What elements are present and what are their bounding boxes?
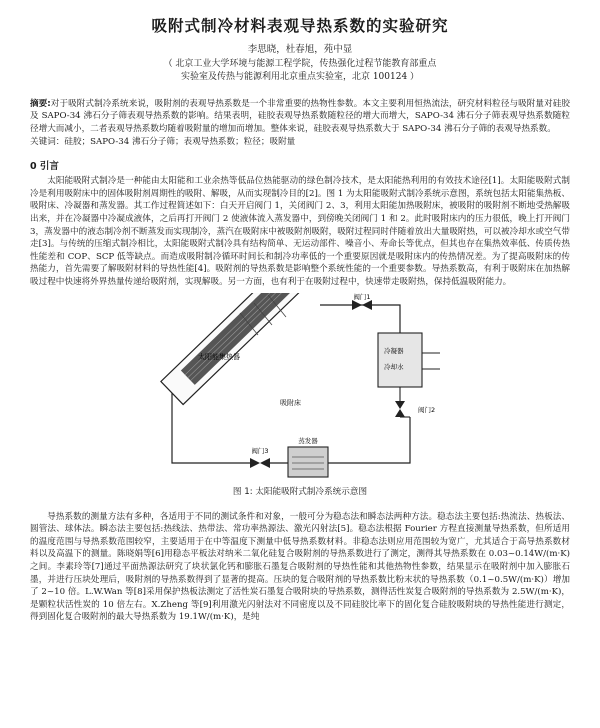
methods-paragraph: 导热系数的测量方法有多种，各适用于不同的测试条件和对象，一般可分为稳态法和瞬态法两种方法。稳态法主要包括:热流法、热板法、圆管法、球体法。瞬态法主要包括:热线法、热带法、常功率热源法、激光闪射法[5]。稳态法根据 Fourier 方程直接测量导热系数，但所适用的温度范围与导热系数范围较窄，主要适用于在中等温度下测量中低导热系数材料。非稳态法则应用范围较为宽广，尤其适合于高导热系数材料以及高温下的测量。陈晓娟等[6]用稳态平板法对纳米二氧化硅复合吸附剂的导热系数进行了测定，测得其导热系数在 0.03~0.14W/(m·K)之间。李素玲等[7]通过平面热源法研究了块状氯化钙和膨胀石墨复合吸附剂的导热性能和其他热物性参数，结果显示在吸附剂中加入膨胀石墨，并进行压块处理后，吸附剂的导热系数得到了显著的提高。压块的复合吸附剂的导热系数比粉末状的导热系数（0.1~0.5W/(m·K)）增加了 2~10 倍。L.W.Wan 等[8]采用保护热板法测定了活性炭石墨复合吸附块的导热系数，测得活性炭复合吸附剂的导热系数为 2.5W/(m·K)，是颗粒状活性炭的 10 倍左右。X.Zheng 等[9]利用激光闪射法对不同密度以及不同硅胶比率下的固化复合硅胶吸附块的导热性能进行测定，得到固化复合吸附剂的最大导热系数为 19.1W/(m·K)，是纯 [30, 511, 570, 623]
valve-1 [352, 300, 372, 310]
figure-1 [30, 293, 570, 483]
diagram-label-valve1: 阀门1 [353, 292, 371, 301]
keywords [30, 136, 570, 148]
valve-2 [395, 401, 405, 417]
abstract-label: 摘要: [30, 99, 51, 109]
abstract [30, 98, 570, 135]
paper-affiliation [30, 58, 570, 84]
valve-3 [250, 458, 270, 468]
paper-title: 吸附式制冷材料表观导热系数的实验研究 [151, 17, 449, 35]
diagram-label-valve3: 阀门3 [251, 446, 269, 455]
diagram-label-condenser: 冷凝器 [384, 346, 404, 355]
diagram-label-bed: 吸附床 [280, 398, 301, 407]
diagram-label-valve2: 阀门2 [418, 405, 436, 414]
intro-paragraph: 太阳能吸附式制冷是一种能由太阳能和工业余热等低品位热能驱动的绿色制冷技术，是太阳能热利用的有效技术途径[1]。太阳能吸附式制冷是利用吸附床中的固体吸附剂周期性的吸附、解吸，从而实现制冷目的[2]。图 1 为太阳能吸附式制冷系统示意图，系统包括太阳能集热板、吸附床、冷凝器和蒸发器。其工作过程简述如下：白天开启阀门 1，关闭阀门 2、3，利用太阳能加热吸附床，被吸附的吸附剂不断地受热解吸出来，并在冷凝器中冷凝成液体，之后再打开阀门 2 使液体流入蒸发器中，到傍晚关闭阀门 1 和 2。此时吸附床内的压力很低，晚上打开阀门 3，蒸发器中的液态制冷剂不断蒸发而实现制冷，蒸汽在吸附床中被吸附剂吸附，吸附过程同时伴随着放出大量吸附热，可以被冷却水或空气带走[3]。与传统的压缩式制冷相比，太阳能吸附式制冷具有结构简单、无运动部件、噪音小、寿命长等优点，但其也存在集热效率低、传质传热性能差和 COP、SCP 低等缺点。而造成吸附制冷循环时间长和制冷功率低的一个重要原因就是吸附床内的传热情况差。为了提高吸附床的传热能力，首先需要了解吸附材料的导热性能[4]。吸附剂的导热系数是影响整个系统性能的一个重要参数。导热系数高，有利于吸附床在加热解吸过程中快速将外界热量传递给吸附剂，实现解吸。另一方面，也有利于在吸附过程中，快速带走吸附热，保持低温吸附能力。 [30, 176, 570, 287]
diagram-label-collector: 太阳能集热器 [198, 352, 240, 361]
section-heading-intro: 0 引言 [30, 161, 59, 173]
diagram-label-evaporator: 蒸发器 [298, 436, 318, 445]
system-diagram [140, 293, 460, 483]
condenser-box [378, 333, 422, 387]
keywords-text: 硅胶；SAPO-34 沸石分子筛；表观导热系数；粒径；吸附量 [64, 136, 296, 147]
diagram-label-cooling-water: 冷却水 [384, 362, 404, 371]
evaporator-box [288, 447, 328, 477]
solar-collector [161, 293, 334, 405]
affiliation-line-2: 实验室及传热与能源利用北京重点实验室，北京 100124 ） [180, 72, 420, 82]
figure-1-caption: 图 1: 太阳能吸附式制冷系统示意图 [232, 486, 368, 497]
keywords-label: 关键词： [30, 136, 65, 147]
pipe-top [320, 305, 400, 333]
abstract-text: 对于吸附式制冷系统来说，吸附剂的表观导热系数是一个非常重要的热物性参数。本文主要利用恒热流法，研究材料粒径与吸附量对硅胶及 SAPO-34 沸石分子筛表观导热系数的影响。结果表明，硅胶表观导热系数随粒径的增大而增大，SAPO-34 沸石分子筛表观导热系数随粒径增大而减小，二者表观导热系数均随着吸附量的增加而增加。整体来说，硅胶表观导热系数大于 SAPO-34 沸石分子筛的表观导热系数。 [30, 99, 570, 134]
paper-authors: 李思晓，杜春旭，苑中显 [247, 44, 353, 55]
affiliation-line-1: （ 北京工业大学环境与能源工程学院，传热强化过程节能教育部重点 [163, 59, 437, 69]
